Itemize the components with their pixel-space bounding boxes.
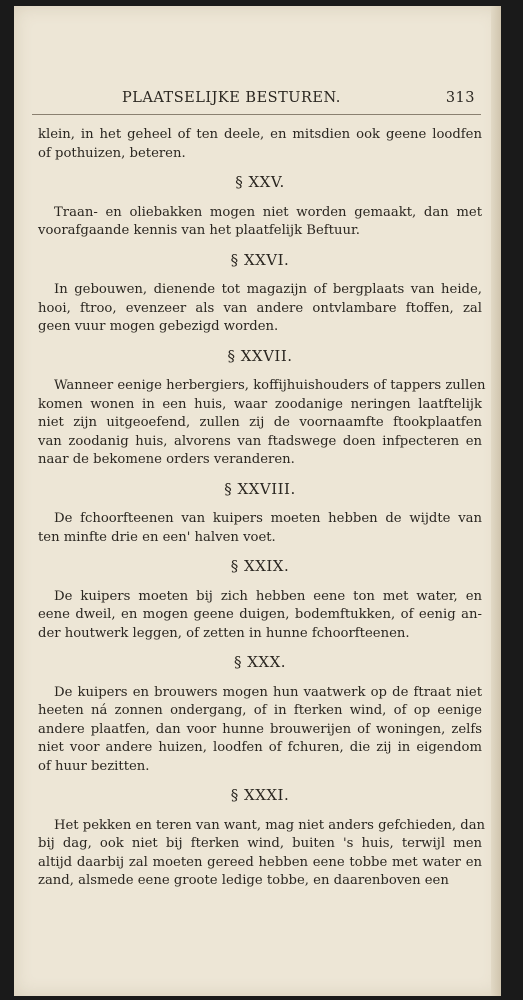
section-heading: § XXX. — [233, 653, 287, 671]
paragraph — [38, 377, 486, 470]
text-line: Traan- en oliebakken mogen niet worden gemaakt, dan met — [54, 204, 482, 220]
text-line: naar de bekomene orders veranderen. — [38, 452, 295, 467]
text-line: andere plaatfen, dan voor hunne brouwerijen of woningen, zelfs — [38, 721, 482, 737]
text-line: komen wonen in een huis, waar zoodanige neringen laatftelijk — [38, 396, 482, 412]
paragraph — [38, 204, 482, 241]
text-line: De fchoorfteenen van kuipers moeten hebben de wijdte van — [54, 511, 482, 526]
text-line: of huur bezitten. — [38, 758, 150, 774]
text-line: ten minfte drie en een' halven voet. — [38, 529, 276, 545]
text-line: Wanneer eenige herbergiers, koffijhuishouders of tappers zullen — [54, 378, 486, 393]
text-line: altijd daarbij zal moeten gereed hebben eene tobbe met water en — [38, 854, 482, 870]
section-heading: § XXVIII. — [224, 479, 296, 498]
running-head — [38, 90, 475, 112]
text-line: niet zijn uitgeoefend, zullen zij de voornaamfte ftookplaatfen — [38, 415, 482, 430]
text-line: eene dweil, en mogen geene duigen, bodemftukken, of eenig an- — [38, 607, 482, 622]
text-line: In gebouwen, dienende tot magazijn of bergplaats van heide, — [54, 282, 482, 297]
section-heading: § XXIX. — [230, 557, 290, 575]
page-edge — [491, 6, 501, 996]
paragraph — [38, 510, 482, 547]
section-heading: § XXXI. — [230, 786, 290, 804]
paragraph — [38, 126, 482, 163]
text-line: van zoodanig huis, alvorens van ftadswege doen infpecteren en — [38, 433, 482, 449]
text-line: of pothuizen, beteren. — [38, 145, 186, 161]
section-heading: § XXVII. — [227, 346, 293, 365]
page-number: 313 — [445, 90, 475, 106]
section-heading: § XXV. — [235, 173, 285, 191]
paragraph — [38, 684, 482, 777]
section-heading: § XXVI. — [230, 250, 290, 269]
text-line: hooi, ftroo, evenzeer als van andere ontvlambare ftoffen, zal — [38, 300, 482, 316]
text-line: voorafgaande kennis van het plaatfelijk Beftuur. — [38, 223, 361, 238]
text-line: De kuipers en brouwers mogen hun vaatwerk op de ftraat niet — [54, 684, 482, 700]
running-title: PLAATSELIJKE BESTUREN. — [122, 90, 341, 106]
text-line: klein, in het geheel of ten deele, en mitsdien ook geene loodfen — [38, 127, 482, 142]
paragraph — [38, 281, 482, 337]
text-line: bij dag, ook niet bij fterken wind, buiten 's huis, terwijl men — [38, 836, 482, 851]
text-line: Het pekken en teren van want, mag niet anders gefchieden, dan — [54, 817, 486, 833]
text-line: der houtwerk leggen, of zetten in hunne fchoorfteenen. — [38, 625, 410, 641]
book-page — [14, 6, 501, 996]
paragraph — [38, 588, 482, 644]
paragraph — [38, 817, 486, 891]
text-line: zand, alsmede eene groote ledige tobbe, en daarenboven een — [38, 873, 449, 888]
text-line: geen vuur mogen gebezigd worden. — [38, 319, 279, 334]
text-line: niet voor andere huizen, loodfen of fchuren, die zij in eigendom — [38, 740, 482, 755]
text-line: heeten ná zonnen ondergang, of in fterken wind, of op eenige — [38, 703, 482, 718]
text-line: De kuipers moeten bij zich hebben eene ton met water, en — [54, 588, 482, 604]
header-rule — [32, 114, 481, 115]
body-text — [38, 126, 486, 891]
